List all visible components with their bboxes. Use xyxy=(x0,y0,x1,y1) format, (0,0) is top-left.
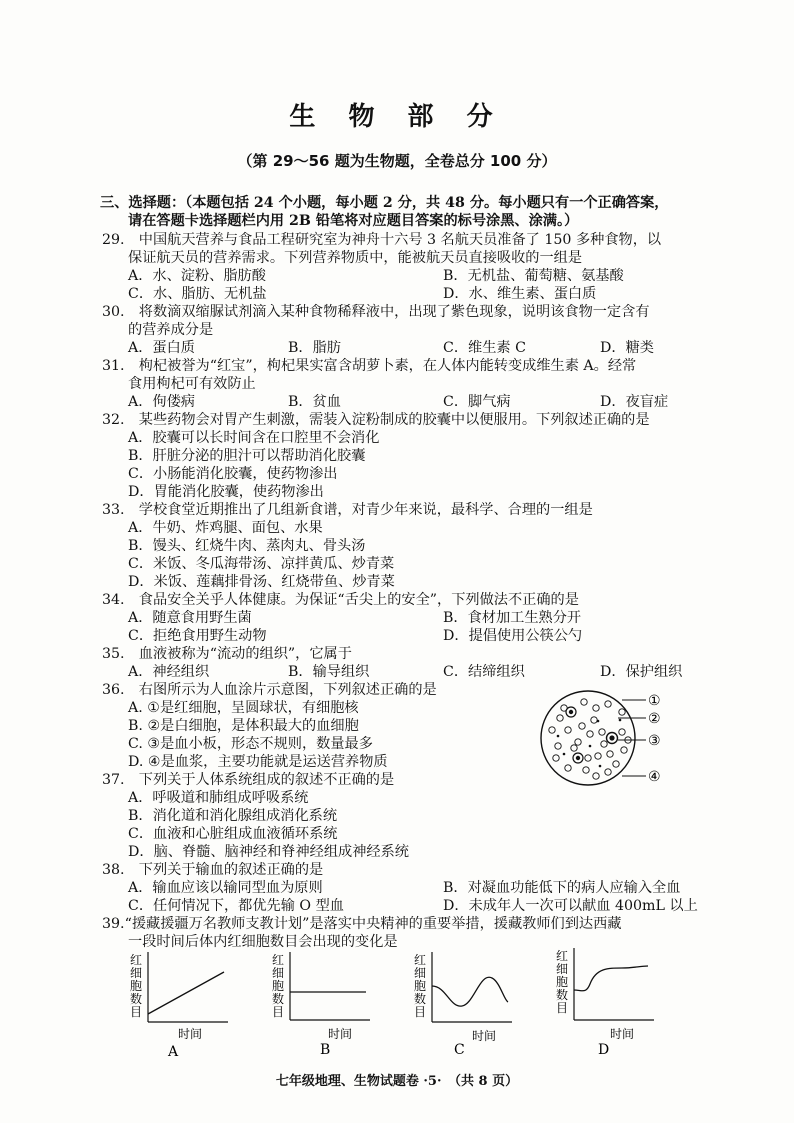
graph-b-ylabel-5: 目 xyxy=(272,1005,285,1019)
graph-a-ylabel-1: 红 xyxy=(130,953,143,967)
graph-a xyxy=(126,948,236,1058)
red-blood-cell xyxy=(581,699,587,705)
graph-d-ylabel-4: 数 xyxy=(556,988,569,1002)
red-blood-cell xyxy=(591,717,597,723)
red-blood-cell xyxy=(593,705,599,711)
red-blood-cell xyxy=(601,741,607,747)
red-blood-cell xyxy=(605,701,611,707)
q33-option-d: D．米饭、莲藕排骨汤、红烧带鱼、炒青菜 xyxy=(128,574,395,590)
q29-option-b: B．无机盐、葡萄糖、氨基酸 xyxy=(443,268,624,284)
page-title: 生 物 部 分 xyxy=(289,102,505,132)
graph-d-curve xyxy=(574,966,648,991)
q30-option-b: B．脂肪 xyxy=(288,340,341,356)
graph-b-xlabel: 时间 xyxy=(328,1027,353,1041)
q34-stem-1: 34. 食品安全关乎人体健康。为保证“舌尖上的安全”，下列做法不正确的是 xyxy=(102,592,579,608)
red-blood-cell xyxy=(579,723,585,729)
red-blood-cell xyxy=(555,743,561,749)
graph-d-xlabel: 时间 xyxy=(610,1027,635,1041)
q35-option-a: A．神经组织 xyxy=(128,664,210,680)
q33-stem-1: 33. 学校食堂近期推出了几组新食谱，对青少年来说，最科学、合理的一组是 xyxy=(102,502,593,518)
graph-d-caption: D xyxy=(598,1042,610,1056)
q30-option-d: D．糖类 xyxy=(600,340,654,356)
graph-d-ylabel-3: 胞 xyxy=(556,975,569,989)
graph-b-ylabel-1: 红 xyxy=(272,953,285,967)
q36-option-c: C. ③是血小板，形态不规则，数量最多 xyxy=(128,736,373,752)
q36-stem-1: 36. 右图所示为人血涂片示意图，下列叙述正确的是 xyxy=(102,682,437,698)
q37-option-a: A．呼吸道和肺组成呼吸系统 xyxy=(128,790,309,806)
q32-option-c: C．小肠能消化胶囊，使药物渗出 xyxy=(128,466,338,482)
q32-stem-1: 32. 某些药物会对胃产生刺激，需装入淀粉制成的胶囊中以便服用。下列叙述正确的是 xyxy=(102,412,650,428)
graph-c-ylabel-1: 红 xyxy=(414,953,427,967)
graph-b xyxy=(268,944,378,1056)
red-blood-cell xyxy=(619,709,625,715)
red-blood-cell xyxy=(587,731,593,737)
page-subtitle: （第 29～56 题为生物题，全卷总分 100 分） xyxy=(237,152,557,170)
q31-option-c: C．脚气病 xyxy=(443,394,511,410)
section-instructions-1: 三、选择题：（本题包括 24 个小题，每小题 2 分，共 48 分。每小题只有一个正确答案， xyxy=(100,195,669,211)
q36-option-b: B. ②是白细胞，是体积最大的血细胞 xyxy=(128,718,359,734)
q36-option-a: A. ①是红细胞，呈圆球状，有细胞核 xyxy=(128,700,359,716)
graph-a-caption: A xyxy=(168,1044,179,1058)
q33-option-a: A．牛奶、炸鸡腿、面包、水果 xyxy=(128,520,323,536)
graph-c-ylabel-4: 数 xyxy=(414,992,427,1006)
q33-option-c: C．米饭、冬瓜海带汤、凉拌黄瓜、炒青菜 xyxy=(128,556,395,572)
q32-option-d: D．胃能消化胶囊，使药物渗出 xyxy=(128,484,324,500)
graph-c-ylabel-3: 胞 xyxy=(414,979,427,993)
q38-option-c: C．任何情况下，都优先输 O 型血 xyxy=(128,898,344,914)
graph-d-ylabel-5: 目 xyxy=(556,1001,569,1015)
q35-option-b: B．输导组织 xyxy=(288,664,370,680)
q32-option-b: B．肝脏分泌的胆汁可以帮助消化胶囊 xyxy=(128,448,366,464)
q29-stem-1: 29. 中国航天营养与食品工程研究室为神舟十六号 3 名航天员准备了 150 多种食物，以 xyxy=(102,232,662,248)
q31-stem-2: 食用枸杞可有效防止 xyxy=(128,376,256,392)
graph-c-xlabel: 时间 xyxy=(472,1029,497,1043)
graph-d-ylabel-1: 红 xyxy=(556,949,569,963)
q32-option-a: A．胶囊可以长时间含在口腔里不会消化 xyxy=(128,430,380,446)
red-blood-cell xyxy=(593,773,599,779)
q31-option-a: A．佝偻病 xyxy=(128,394,195,410)
q35-stem-1: 35. 血液被称为“流动的组织”，它属于 xyxy=(102,646,352,662)
graph-d-ylabel-2: 细 xyxy=(556,962,569,976)
diagram-label-3: ③ xyxy=(648,733,661,749)
q37-option-b: B．消化道和消化腺组成消化系统 xyxy=(128,808,338,824)
q34-option-c: C．拒绝食用野生动物 xyxy=(128,628,267,644)
graph-b-ylabel-2: 细 xyxy=(272,966,285,980)
red-blood-cell xyxy=(599,729,605,735)
graph-c-curve xyxy=(432,977,508,1006)
q29-option-d: D．水、维生素、蛋白质 xyxy=(443,286,597,302)
red-blood-cell xyxy=(621,747,627,753)
q34-option-d: D．提倡使用公筷公勺 xyxy=(443,628,583,644)
diagram-label-1: ① xyxy=(648,693,661,709)
red-blood-cell xyxy=(595,753,601,759)
q38-option-a: A．输血应该以输同型血为原则 xyxy=(128,880,323,896)
red-blood-cell xyxy=(605,769,611,775)
q37-option-c: C．血液和心脏组成血液循环系统 xyxy=(128,826,338,842)
q31-option-d: D．夜盲症 xyxy=(600,394,669,410)
graph-d xyxy=(552,944,662,1056)
red-blood-cell xyxy=(557,715,563,721)
red-blood-cell xyxy=(607,751,613,757)
q35-option-c: C．结缔组织 xyxy=(443,664,525,680)
red-blood-cell xyxy=(565,765,571,771)
red-blood-cell xyxy=(585,755,591,761)
diagram-label-2: ② xyxy=(648,711,661,727)
graph-a-ylabel-5: 目 xyxy=(130,1005,143,1019)
graph-c-ylabel-2: 细 xyxy=(414,966,427,980)
q38-option-b: B．对凝血功能低下的病人应输入全血 xyxy=(443,880,681,896)
q30-stem-1: 30. 将数滴双缩脲试剂滴入某种食物稀释液中，出现了紫色现象，说明该食物一定含有 xyxy=(102,304,650,320)
q31-option-b: B．贫血 xyxy=(288,394,341,410)
q33-option-b: B．馒头、红烧牛肉、蒸肉丸、骨头汤 xyxy=(128,538,366,554)
q37-stem-1: 37. 下列关于人体系统组成的叙述不正确的是 xyxy=(102,772,395,788)
diagram-label-4: ④ xyxy=(648,769,661,785)
graph-a-ylabel-3: 胞 xyxy=(130,979,143,993)
q38-stem-1: 38. 下列关于输血的叙述正确的是 xyxy=(102,862,324,878)
red-blood-cell xyxy=(583,767,589,773)
q29-stem-2: 保证航天员的营养需求。下列营养物质中，能被航天员直接吸收的一组是 xyxy=(128,250,583,266)
graph-c-ylabel-5: 目 xyxy=(414,1005,427,1019)
q36-option-d: D. ④是血浆，主要功能就是运送营养物质 xyxy=(128,754,388,770)
q30-stem-2: 的营养成分是 xyxy=(128,322,214,338)
red-blood-cell xyxy=(575,739,581,745)
graph-a-ylabel-2: 细 xyxy=(130,966,143,980)
page-footer: 七年级地理、生物试题卷 ·5· （共 8 页） xyxy=(275,1074,519,1089)
q34-option-a: A．随意食用野生菌 xyxy=(128,610,252,626)
red-blood-cell xyxy=(553,755,559,761)
red-blood-cell xyxy=(613,761,619,767)
q29-option-c: C．水、脂肪、无机盐 xyxy=(128,286,267,302)
red-blood-cell xyxy=(571,745,577,751)
section-instructions-2: 请在答题卡选择题栏内用 2B 铅笔将对应题目答案的标号涂黑、涂满。） xyxy=(128,213,579,229)
graph-a-xlabel: 时间 xyxy=(178,1027,203,1041)
q34-option-b: B．食材加工生熟分开 xyxy=(443,610,582,626)
q30-option-c: C．维生素 C xyxy=(443,340,526,356)
q29-option-a: A．水、淀粉、脂肪酸 xyxy=(128,268,266,284)
graph-c-caption: C xyxy=(454,1042,465,1054)
red-blood-cell xyxy=(619,729,625,735)
graph-c xyxy=(410,942,520,1054)
q38-option-d: D．未成年人一次可以献血 400mL 以上 xyxy=(443,898,698,914)
q37-option-d: D．脑、脊髓、脑神经和脊神经组成神经系统 xyxy=(128,844,409,860)
graph-b-caption: B xyxy=(320,1042,331,1056)
graph-a-ylabel-4: 数 xyxy=(130,992,143,1006)
q31-stem-1: 31. 枸杞被誉为“红宝”，枸杞果实富含胡萝卜素，在人体内能转变成维生素 A。经常 xyxy=(102,358,637,374)
red-blood-cell xyxy=(565,727,571,733)
q30-option-a: A．蛋白质 xyxy=(128,340,195,356)
graph-b-ylabel-4: 数 xyxy=(272,992,285,1006)
q39-stem-2: 一段时间后体内红细胞数目会出现的变化是 xyxy=(128,934,398,950)
q39-stem-1: 39.“援藏援疆万名教师支教计划”是落实中央精神的重要举措，援藏教师们到达西藏 xyxy=(102,916,622,932)
graph-b-ylabel-3: 胞 xyxy=(272,979,285,993)
red-blood-cell xyxy=(549,727,555,733)
blood-smear-diagram xyxy=(538,688,668,788)
q35-option-d: D．保护组织 xyxy=(600,664,683,680)
graph-a-curve xyxy=(148,972,224,1014)
